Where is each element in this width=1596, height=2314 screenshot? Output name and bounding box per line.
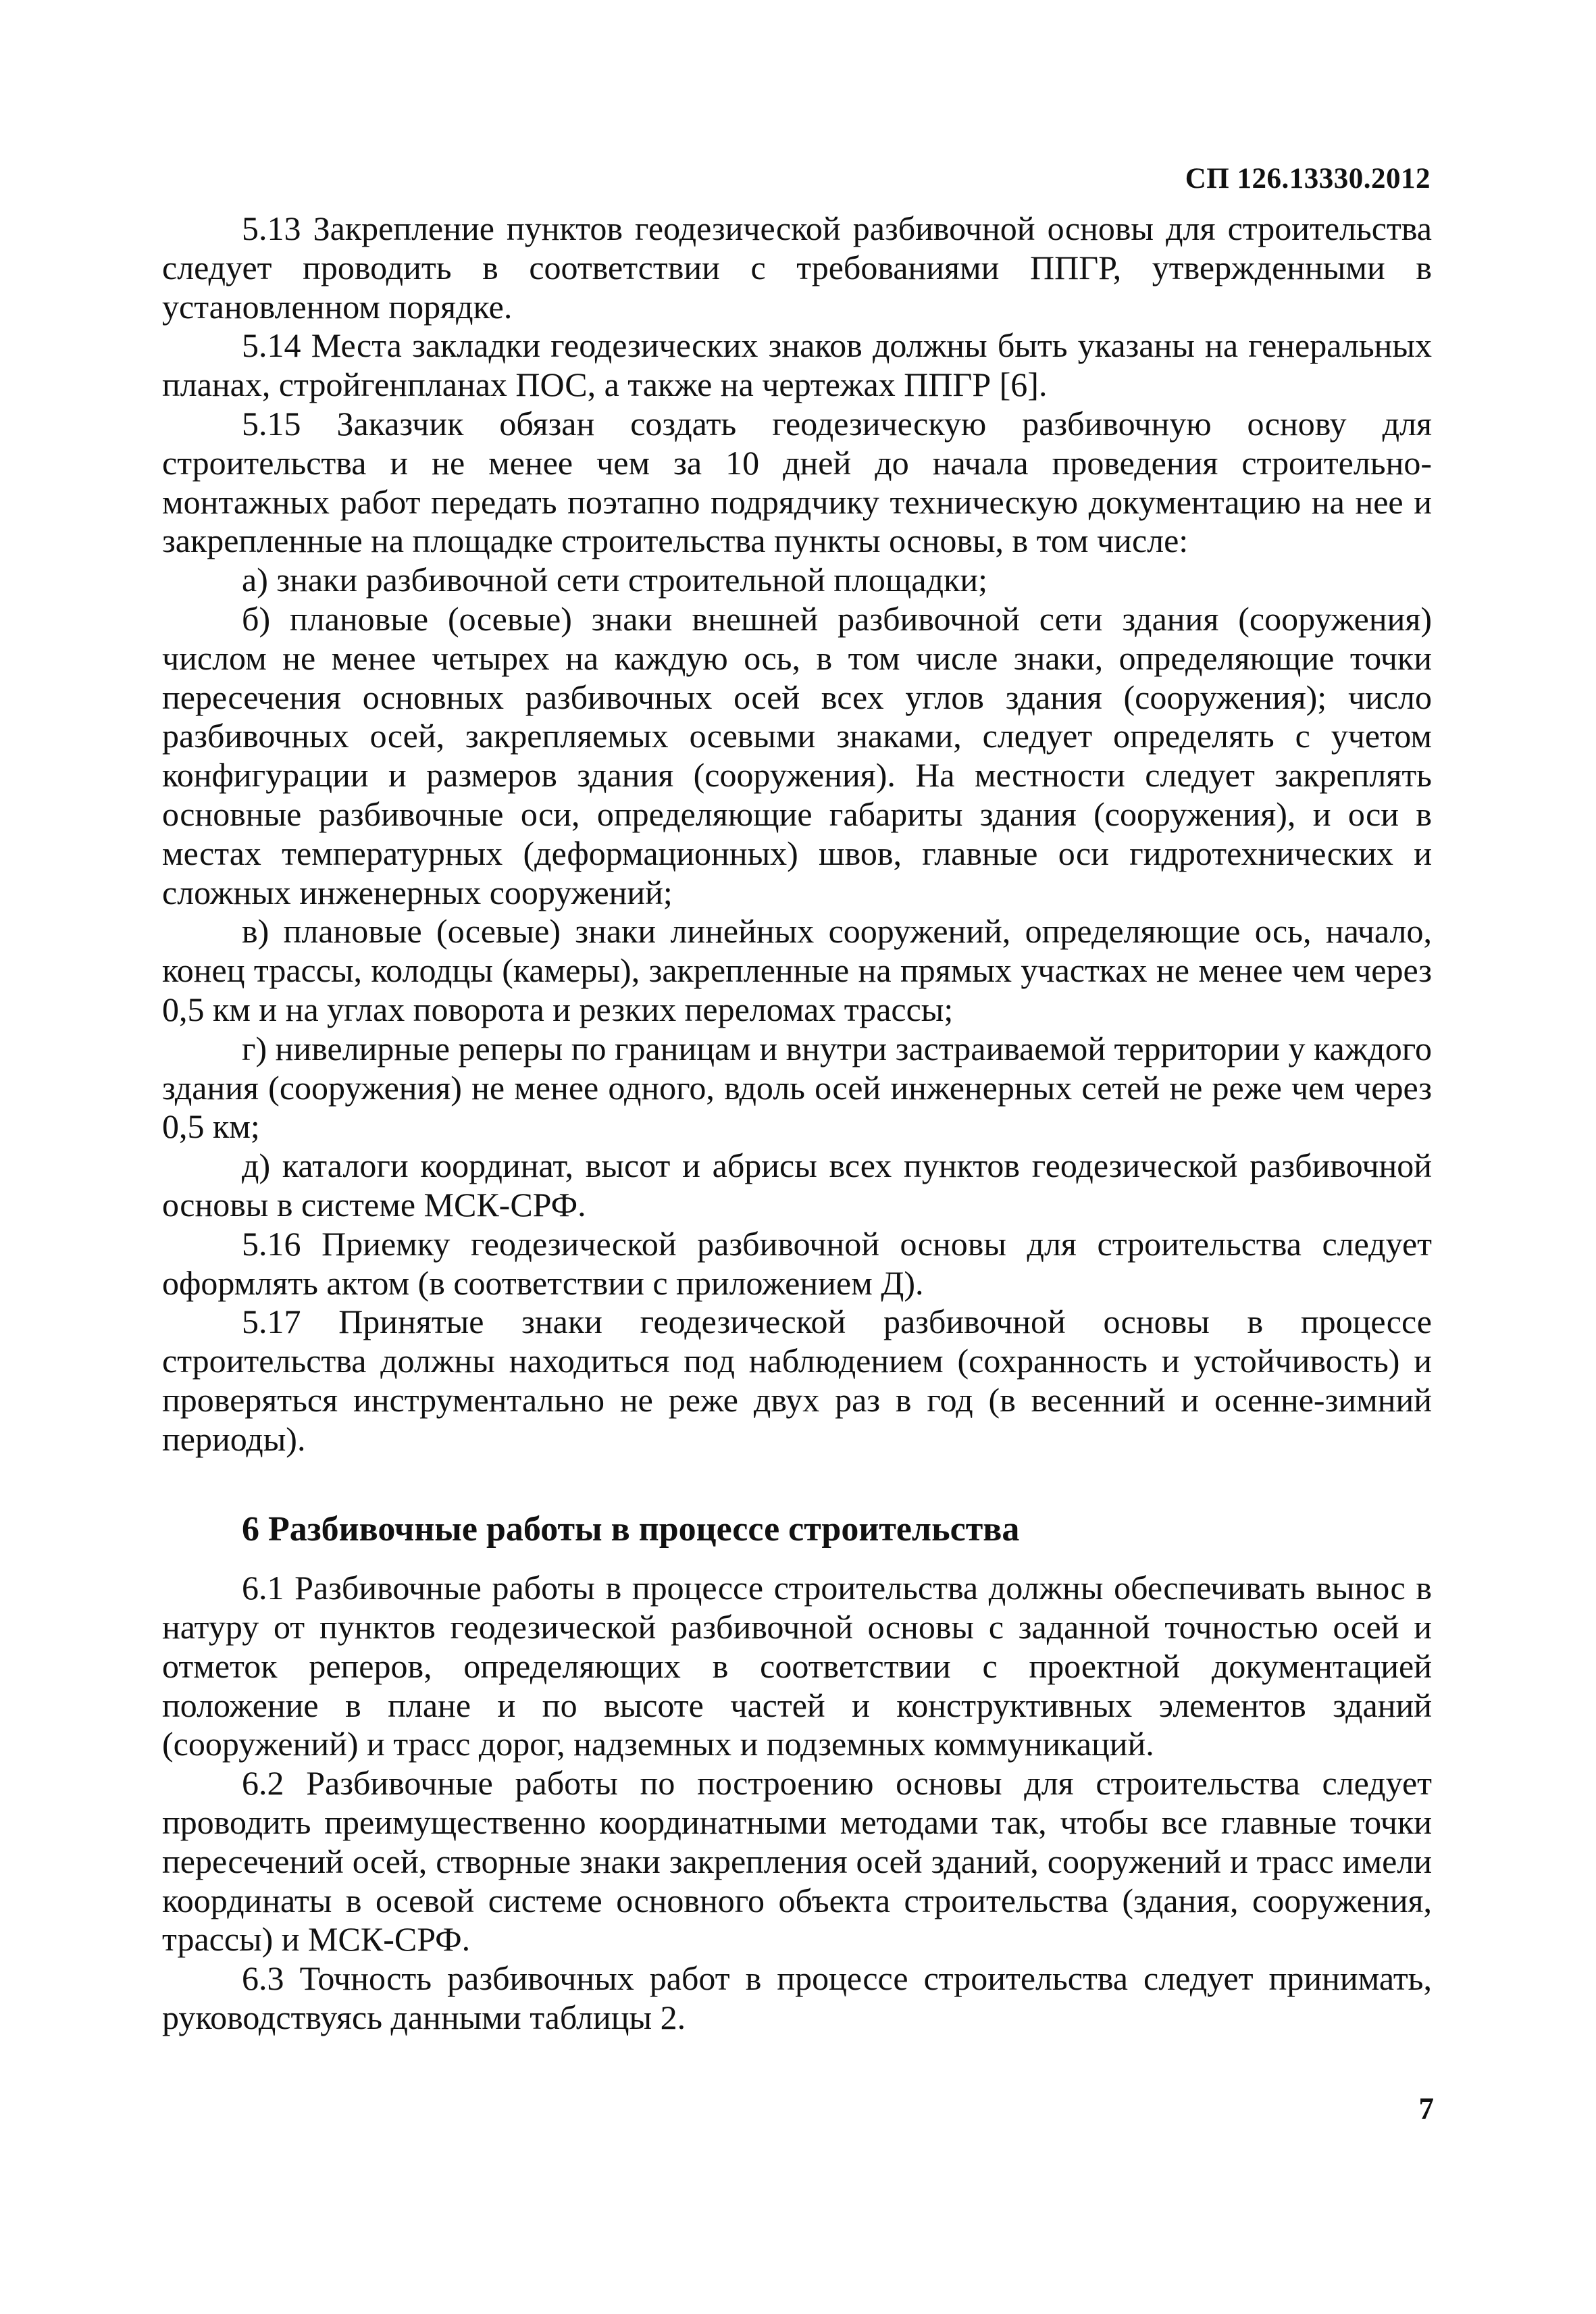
section-6-title: 6 Разбивочные работы в процессе строительства (242, 1509, 1020, 1549)
paragraph-5-16: 5.16 Приемку геодезической разбивочной основы для строительства следует оформлять актом (в соответствии с приложением Д). (162, 1224, 1432, 1302)
paragraph-5-14: 5.14 Места закладки геодезических знаков должны быть указаны на генеральных планах, стройгенпланах ПОС, а также на чертежах ППГР [6]. (162, 326, 1432, 404)
paragraph-5-15: 5.15 Заказчик обязан создать геодезическую разбивочную основу для строительства и не менее чем за 10 дней до начала проведения строительно-монтажных работ передать поэтапно подрядчику техническую документацию на нее и закрепленные на площадке строительства пункты основы, в том числе: (162, 404, 1432, 560)
list-item-d: д) каталоги координат, высот и абрисы всех пунктов геодезической разбивочной основы в системе МСК-СРФ. (162, 1147, 1432, 1224)
list-item-b: б) плановые (осевые) знаки внешней разбивочной сети здания (сооружения) числом не менее четырех на каждую ось, в том числе знаки, определяющие точки пересечения основных разбивочных осей всех углов здания (сооружения); число разбивочных осей, закрепляемых осевыми знаками, следует определять с учетом конфигурации и размеров здания (сооружения). На местности следует закреплять основные разбивочные оси, определяющие габариты здания (сооружения), и оси в местах температурных (деформационных) швов, главные оси гидротехнических и сложных инженерных сооружений; (162, 599, 1432, 911)
paragraph-6-2: 6.2 Разбивочные работы по построению основы для строительства следует проводить преимущественно координатными методами так, чтобы все главные точки пересечений осей, створные знаки закрепления осей зданий, сооружений и трасс имели координаты в осевой системе основного объекта строительства (здания, сооружения, трассы) и МСК-СРФ. (162, 1764, 1432, 1959)
paragraph-5-13: 5.13 Закрепление пунктов геодезической разбивочной основы для строительства следует проводить в соответствии с требованиями ППГР, утвержденными в установленном порядке. (162, 209, 1432, 326)
paragraph-5-17: 5.17 Принятые знаки геодезической разбивочной основы в процессе строительства должны находиться под наблюдением (сохранность и устойчивость) и проверяться инструментально не реже двух раз в год (в весенний и осенне-зимний периоды). (162, 1303, 1432, 1458)
page-number: 7 (1418, 2092, 1434, 2126)
paragraph-6-1: 6.1 Разбивочные работы в процессе строительства должны обеспечивать вынос в натуру от пунктов геодезической разбивочной основы с заданной точностью осей и отметок реперов, определяющих в соответствии с проектной документацией положение в плане и по высоте частей и конструктивных элементов зданий (сооружений) и трасс дорог, надземных и подземных коммуникаций. (162, 1569, 1432, 1763)
list-item-a: а) знаки разбивочной сети строительной площадки; (242, 561, 987, 599)
list-item-g: г) нивелирные реперы по границам и внутри застраиваемой территории у каждого здания (сооружения) не менее одного, вдоль осей инженерных сетей не реже чем через 0,5 км; (162, 1029, 1432, 1146)
document-body (162, 209, 1432, 2038)
paragraph-6-3: 6.3 Точность разбивочных работ в процессе строительства следует принимать, руководствуясь данными таблицы 2. (162, 1959, 1432, 2037)
list-item-v: в) плановые (осевые) знаки линейных сооружений, определяющие ось, начало, конец трассы, колодцы (камеры), закрепленные на прямых участках не менее чем через 0,5 км и на углах поворота и резких переломах трассы; (162, 912, 1432, 1028)
document-code: СП 126.13330.2012 (1185, 163, 1431, 195)
